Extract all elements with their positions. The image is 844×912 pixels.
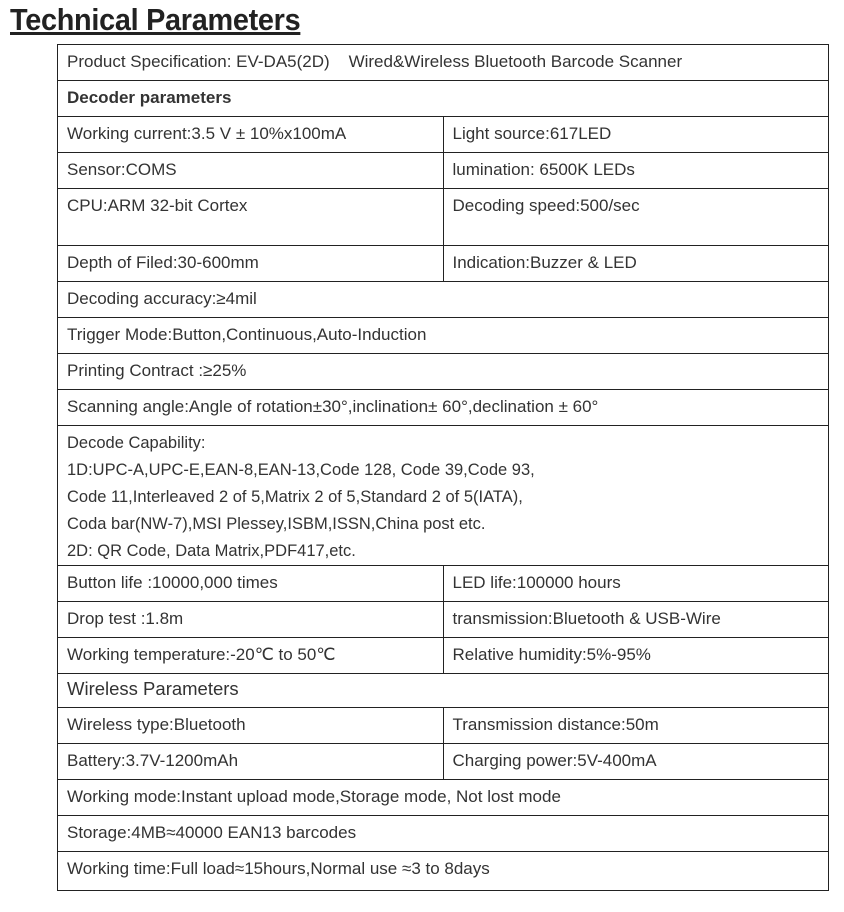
spec-cell: Sensor:COMS [58,153,444,189]
spec-cell: Transmission distance:50m [443,708,829,744]
spec-cell: Working temperature:-20℃ to 50℃ [58,638,444,674]
spec-cell: Indication:Buzzer & LED [443,246,829,282]
spec-cell: Light source:617LED [443,117,829,153]
decode-line: 2D: QR Code, Data Matrix,PDF417,etc. [67,542,356,560]
spec-cell: Scanning angle:Angle of rotation±30°,inclination± 60°,declination ± 60° [58,390,829,426]
table-row [58,117,829,153]
spec-cell: Drop test :1.8m [58,602,444,638]
decode-line: Code 11,Interleaved 2 of 5,Matrix 2 of 5,Standard 2 of 5(IATA), [67,488,523,506]
spec-cell: Decoding accuracy:≥4mil [58,282,829,318]
table-row [58,744,829,780]
spec-cell: Working time:Full load≈15hours,Normal use ≈3 to 8days [58,852,829,891]
spec-cell: Working current:3.5 V ± 10%x100mA [58,117,444,153]
spec-cell: Storage:4MB≈40000 EAN13 barcodes [58,816,829,852]
spec-cell: transmission:Bluetooth & USB-Wire [443,602,829,638]
spec-cell: Button life :10000,000 times [58,566,444,602]
spec-cell: Working mode:Instant upload mode,Storage mode, Not lost mode [58,780,829,816]
decode-line: Decode Capability: [67,434,206,452]
spec-table [57,44,829,891]
spec-cell: Depth of Filed:30-600mm [58,246,444,282]
spec-cell: LED life:100000 hours [443,566,829,602]
table-row [58,638,829,674]
spec-cell: Relative humidity:5%-95% [443,638,829,674]
spec-cell: Wireless type:Bluetooth [58,708,444,744]
decode-line: 1D:UPC-A,UPC-E,EAN-8,EAN-13,Code 128, Code 39,Code 93, [67,461,535,479]
page-title: Technical Parameters [10,2,301,37]
spec-cell: Battery:3.7V-1200mAh [58,744,444,780]
spec-cell: Printing Contract :≥25% [58,354,829,390]
table-row [58,708,829,744]
table-row [58,602,829,638]
wireless-heading: Wireless Parameters [58,674,829,708]
table-row [58,566,829,602]
spec-cell: Decoding speed:500/sec [443,189,829,246]
table-row [58,153,829,189]
decode-line: Coda bar(NW-7),MSI Plessey,ISBM,ISSN,China post etc. [67,515,486,533]
decoder-heading: Decoder parameters [58,81,829,117]
spec-cell: Trigger Mode:Button,Continuous,Auto-Induction [58,318,829,354]
product-spec: Product Specification: EV-DA5(2D) Wired&Wireless Bluetooth Barcode Scanner [58,45,829,81]
table-row [58,246,829,282]
table-row [58,189,829,246]
decode-capability [58,426,829,566]
spec-cell: CPU:ARM 32-bit Cortex [58,189,444,246]
spec-cell: lumination: 6500K LEDs [443,153,829,189]
spec-cell: Charging power:5V-400mA [443,744,829,780]
